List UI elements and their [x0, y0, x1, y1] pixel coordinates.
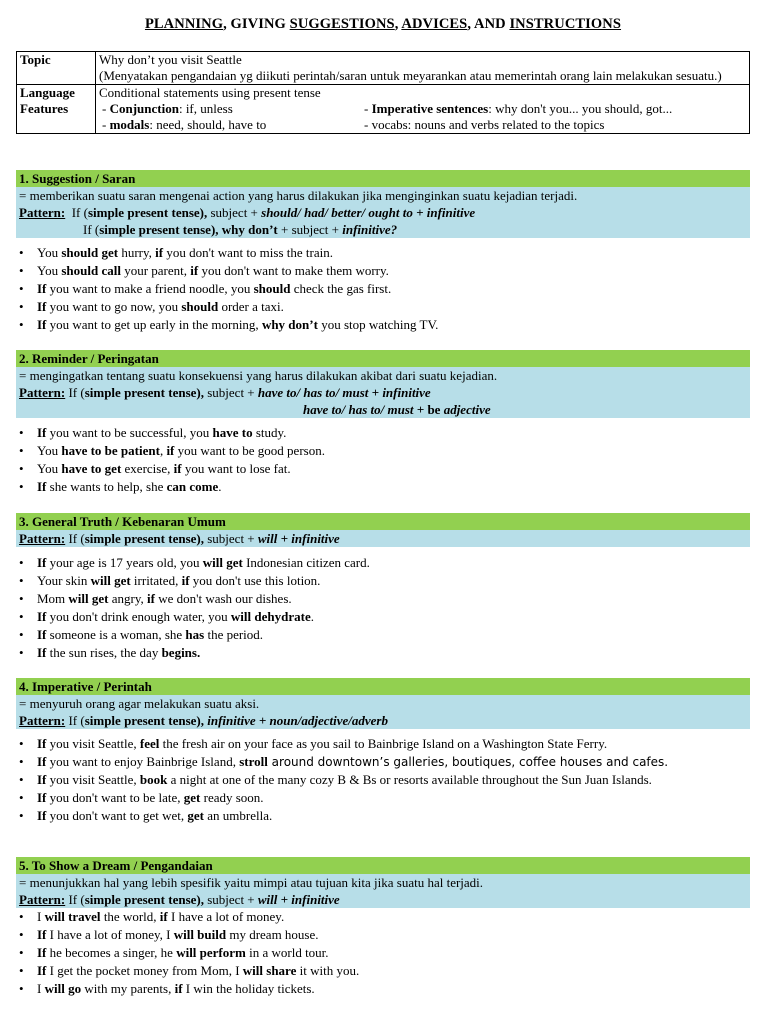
- features-label: Language Features: [17, 85, 96, 134]
- text: Your skin: [37, 573, 91, 588]
- keyword: If: [37, 479, 47, 494]
- text: you visit Seattle,: [46, 736, 140, 751]
- title-sep: , AND: [467, 16, 510, 32]
- keyword: will dehydrate: [230, 609, 311, 624]
- list-item: [16, 244, 750, 262]
- section-description: = mengingatkan tentang suatu konsekuensi yang harus dilakukan akibat dari suatu kejadian.: [19, 368, 498, 383]
- pattern-text: subject +: [203, 892, 258, 907]
- text: order a taxi.: [218, 299, 284, 314]
- keyword: get: [187, 808, 204, 823]
- section-suggestion: [16, 170, 750, 334]
- list-item: [16, 460, 750, 478]
- text: check the gas first.: [290, 281, 392, 296]
- list-item: [16, 771, 750, 789]
- text: you don't want to miss the train.: [163, 245, 333, 260]
- section-description: = menunjukkan hal yang lebih spesifik yaitu mimpi atau tujuan kita jika suatu hal terjadi.: [19, 875, 484, 890]
- example-list: [16, 908, 750, 998]
- title-word-planning: PLANNING: [144, 16, 224, 32]
- text: you don't want to get wet,: [46, 808, 188, 823]
- text: we don't wash our dishes.: [154, 591, 292, 606]
- keyword: should: [253, 281, 291, 296]
- text: I win the holiday tickets.: [182, 981, 315, 996]
- example-list: [16, 735, 750, 825]
- title-sep: , GIVING: [223, 16, 290, 32]
- keyword: should: [181, 299, 219, 314]
- keyword: If: [37, 736, 47, 751]
- features-cell: [96, 85, 750, 134]
- text: he becomes a singer, he: [46, 945, 177, 960]
- topic-label: Topic: [17, 52, 96, 85]
- keyword: book: [139, 772, 168, 787]
- pattern-label: Pattern:: [19, 385, 66, 400]
- section-imperative: [16, 678, 750, 825]
- text: ready soon.: [200, 790, 264, 805]
- keyword: have to be patient: [61, 443, 160, 458]
- section-header: 1. Suggestion / Saran: [16, 170, 750, 187]
- keyword: feel: [139, 736, 160, 751]
- keyword: If: [37, 808, 47, 823]
- list-item: [16, 908, 750, 926]
- text: I have a lot of money.: [167, 909, 285, 924]
- keyword: will share: [242, 963, 297, 978]
- text: you don't use this lotion.: [189, 573, 321, 588]
- imperative-item: - Imperative sentences: why don't you... you should, got...: [364, 101, 673, 116]
- example-list: [16, 244, 750, 334]
- keyword: has: [185, 627, 205, 642]
- pattern-text: If (: [65, 531, 85, 546]
- keyword: If: [37, 645, 47, 660]
- keyword: If: [37, 945, 47, 960]
- text: it with you.: [296, 963, 360, 978]
- topic-cell: [96, 52, 750, 85]
- pattern-formula: have to/ has to/ must +: [303, 402, 428, 417]
- keyword: can come: [166, 479, 219, 494]
- keyword: If: [37, 281, 47, 296]
- keyword: will perform: [176, 945, 246, 960]
- text: Mom: [37, 591, 69, 606]
- text: you want to be successful, you: [46, 425, 213, 440]
- conjunction-item: - Conjunction: if, unless: [102, 101, 233, 116]
- text: the sun rises, the day: [46, 645, 162, 660]
- pattern-formula: have to/ has to/ must + infinitive: [257, 385, 431, 400]
- text: you want to enjoy Bainbrige Island,: [46, 754, 240, 769]
- keyword: will travel: [44, 909, 101, 924]
- list-item: [16, 554, 750, 572]
- text: a night at one of the many cozy B & Bs or resorts available throughout the Sun Juan Islands.: [167, 772, 652, 787]
- pattern-bold: be: [427, 402, 441, 417]
- text: You: [37, 245, 62, 260]
- text: I: [37, 909, 45, 924]
- pattern-formula: infinitive?: [342, 222, 398, 237]
- keyword: should call: [61, 263, 121, 278]
- pattern-line: [19, 401, 750, 418]
- text: your parent,: [120, 263, 191, 278]
- keyword: if: [166, 443, 175, 458]
- text: I have a lot of money, I: [46, 927, 174, 942]
- section-description: = memberikan suatu saran mengenai action yang harus dilakukan jika menginginkan suatu kejadian terjadi.: [19, 188, 578, 203]
- imperative-text: : why don't you... you should, got...: [488, 101, 673, 116]
- text: irritated,: [130, 573, 182, 588]
- keyword: will get: [202, 555, 243, 570]
- keyword: have to get: [61, 461, 122, 476]
- modals-label: modals: [109, 117, 150, 132]
- keyword: have to: [212, 425, 253, 440]
- keyword: will get: [90, 573, 131, 588]
- topic-description: (Menyatakan pengandaian yg diikuti perintah/saran untuk meyarankan atau memerintah orang lain melakukan sesuatu.): [99, 68, 722, 83]
- list-item: [16, 807, 750, 825]
- keyword: get: [183, 790, 201, 805]
- list-item: [16, 753, 750, 771]
- pattern-formula: should/ had/ better/ ought to + infinitive: [261, 205, 476, 220]
- features-row-2: [99, 117, 746, 133]
- pattern-bold: simple present tense),: [84, 531, 204, 546]
- text: around downtown’s galleries, boutiques, coffee houses and cafes.: [267, 755, 669, 769]
- section-info: [16, 874, 750, 908]
- features-row: [17, 85, 750, 134]
- list-item: [16, 644, 750, 662]
- pattern-formula: infinitive + noun/adjective/adverb: [207, 713, 388, 728]
- modals-text: : need, should, have to: [149, 117, 267, 132]
- topic-row: [17, 52, 750, 85]
- section-header: 2. Reminder / Peringatan: [16, 350, 750, 367]
- list-item: [16, 962, 750, 980]
- list-item: [16, 608, 750, 626]
- keyword: If: [37, 963, 47, 978]
- text: your age is 17 years old, you: [46, 555, 203, 570]
- text: the world,: [100, 909, 160, 924]
- keyword: If: [37, 555, 47, 570]
- list-item: [16, 316, 750, 334]
- keyword: if: [147, 591, 155, 606]
- section-header: 3. General Truth / Kebenaran Umum: [16, 513, 750, 530]
- conjunction-text: : if, unless: [178, 101, 233, 116]
- text: an umbrella.: [204, 808, 273, 823]
- text: I: [37, 981, 45, 996]
- text: .: [310, 609, 314, 624]
- text: the fresh air on your face as you sail to Bainbrige Island on a Washington State Ferry.: [159, 736, 608, 751]
- text: hurry,: [118, 245, 156, 260]
- keyword: begins.: [161, 645, 201, 660]
- pattern-text: If (: [65, 713, 85, 728]
- features-row-1: [99, 101, 746, 117]
- keyword: If: [37, 772, 47, 787]
- text: she wants to help, she: [46, 479, 167, 494]
- text: you stop watching TV.: [317, 317, 439, 332]
- pattern-bold: simple present tense),: [87, 205, 208, 220]
- text: my dream house.: [226, 927, 319, 942]
- list-item: [16, 926, 750, 944]
- pattern-line: [19, 712, 750, 729]
- pattern-formula: will + infinitive: [257, 892, 340, 907]
- pattern-line: [19, 204, 750, 221]
- text: You: [37, 263, 62, 278]
- title-word-suggestions: SUGGESTIONS: [289, 16, 395, 32]
- pattern-label: Pattern:: [19, 892, 66, 907]
- title-sep: ,: [394, 16, 402, 32]
- text: you want to be good person.: [174, 443, 325, 458]
- conjunction-label: Conjunction: [109, 101, 179, 116]
- keyword: will get: [68, 591, 109, 606]
- section-dream: [16, 857, 750, 998]
- text: ,: [159, 443, 167, 458]
- document-page: [16, 0, 750, 996]
- imperative-label: Imperative sentences: [371, 101, 489, 116]
- pattern-bold: simple present tense),: [84, 892, 204, 907]
- text: with my parents,: [81, 981, 175, 996]
- pattern-bold: simple present tense),: [84, 385, 204, 400]
- section-info: [16, 367, 750, 418]
- keyword: why don’t: [261, 317, 318, 332]
- list-item: [16, 789, 750, 807]
- keyword: will build: [173, 927, 227, 942]
- pattern-bold: simple present tense),: [84, 713, 204, 728]
- text: someone is a woman, she: [46, 627, 186, 642]
- keyword: If: [37, 299, 47, 314]
- features-line: Conditional statements using present tense: [99, 85, 321, 100]
- text: you don't drink enough water, you: [46, 609, 231, 624]
- list-item: [16, 735, 750, 753]
- info-table: [16, 51, 750, 134]
- section-header: 4. Imperative / Perintah: [16, 678, 750, 695]
- text: you don't want to make them worry.: [198, 263, 389, 278]
- pattern-label: Pattern:: [19, 713, 66, 728]
- pattern-text: If (: [71, 205, 88, 220]
- pattern-formula: adjective: [440, 402, 491, 417]
- pattern-text: If (: [65, 892, 85, 907]
- keyword: will go: [44, 981, 82, 996]
- pattern-label: Pattern:: [19, 531, 66, 546]
- title-word-instructions: INSTRUCTIONS: [509, 16, 622, 32]
- pattern-line: [19, 891, 750, 908]
- keyword: if: [173, 461, 182, 476]
- list-item: [16, 442, 750, 460]
- text: .: [218, 479, 222, 494]
- text: Indonesian citizen card.: [242, 555, 370, 570]
- keyword: If: [37, 790, 47, 805]
- example-list: [16, 554, 750, 662]
- section-info: [16, 187, 750, 238]
- text: you want to lose fat.: [181, 461, 291, 476]
- pattern-bold: simple present tense), why don’t: [99, 222, 278, 237]
- text: you want to make a friend noodle, you: [46, 281, 254, 296]
- text: angry,: [108, 591, 148, 606]
- keyword: if: [181, 573, 190, 588]
- text: you visit Seattle,: [46, 772, 140, 787]
- list-item: [16, 280, 750, 298]
- text: in a world tour.: [245, 945, 329, 960]
- list-item: [16, 478, 750, 496]
- list-item: [16, 298, 750, 316]
- list-item: [16, 590, 750, 608]
- modals-item: - modals: need, should, have to: [102, 117, 267, 132]
- topic-line: Why don’t you visit Seattle: [99, 52, 242, 67]
- text: study.: [252, 425, 287, 440]
- list-item: [16, 980, 750, 998]
- text: You: [37, 461, 62, 476]
- list-item: [16, 424, 750, 442]
- pattern-text: subject +: [207, 205, 262, 220]
- vocabs-item: - vocabs: nouns and verbs related to the topics: [364, 117, 605, 132]
- keyword: If: [37, 627, 47, 642]
- title-word-advices: ADVICES: [401, 16, 468, 32]
- page-title: [16, 16, 750, 36]
- section-info: [16, 695, 750, 729]
- keyword: if: [174, 981, 183, 996]
- text: exercise,: [121, 461, 174, 476]
- keyword: if: [159, 909, 168, 924]
- section-info: [16, 530, 750, 547]
- keyword: If: [37, 609, 47, 624]
- keyword: If: [37, 425, 47, 440]
- text: I get the pocket money from Mom, I: [46, 963, 243, 978]
- pattern-text: + subject +: [277, 222, 343, 237]
- text: you don't want to be late,: [46, 790, 184, 805]
- section-general-truth: [16, 513, 750, 662]
- keyword: If: [37, 927, 47, 942]
- example-list: [16, 424, 750, 496]
- keyword: should get: [61, 245, 119, 260]
- keyword: if: [190, 263, 199, 278]
- text: you want to get up early in the morning,: [46, 317, 262, 332]
- list-item: [16, 262, 750, 280]
- keyword: if: [155, 245, 164, 260]
- section-header: 5. To Show a Dream / Pengandaian: [16, 857, 750, 874]
- pattern-line: [19, 384, 750, 401]
- pattern-text: If (: [83, 222, 100, 237]
- pattern-text: subject +: [203, 531, 258, 546]
- pattern-text: If (: [68, 385, 85, 400]
- pattern-label: Pattern:: [19, 205, 66, 220]
- text: the period.: [204, 627, 264, 642]
- text: You: [37, 443, 62, 458]
- section-reminder: [16, 350, 750, 496]
- keyword: If: [37, 317, 47, 332]
- pattern-formula: will + infinitive: [257, 531, 340, 546]
- pattern-line: [19, 530, 750, 547]
- list-item: [16, 572, 750, 590]
- text: you want to go now, you: [46, 299, 182, 314]
- list-item: [16, 944, 750, 962]
- list-item: [16, 626, 750, 644]
- pattern-line: [19, 221, 750, 238]
- keyword: If: [37, 754, 47, 769]
- keyword: stroll: [239, 754, 268, 769]
- section-description: = menyuruh orang agar melakukan suatu aksi.: [19, 696, 260, 711]
- pattern-text: subject +: [203, 385, 258, 400]
